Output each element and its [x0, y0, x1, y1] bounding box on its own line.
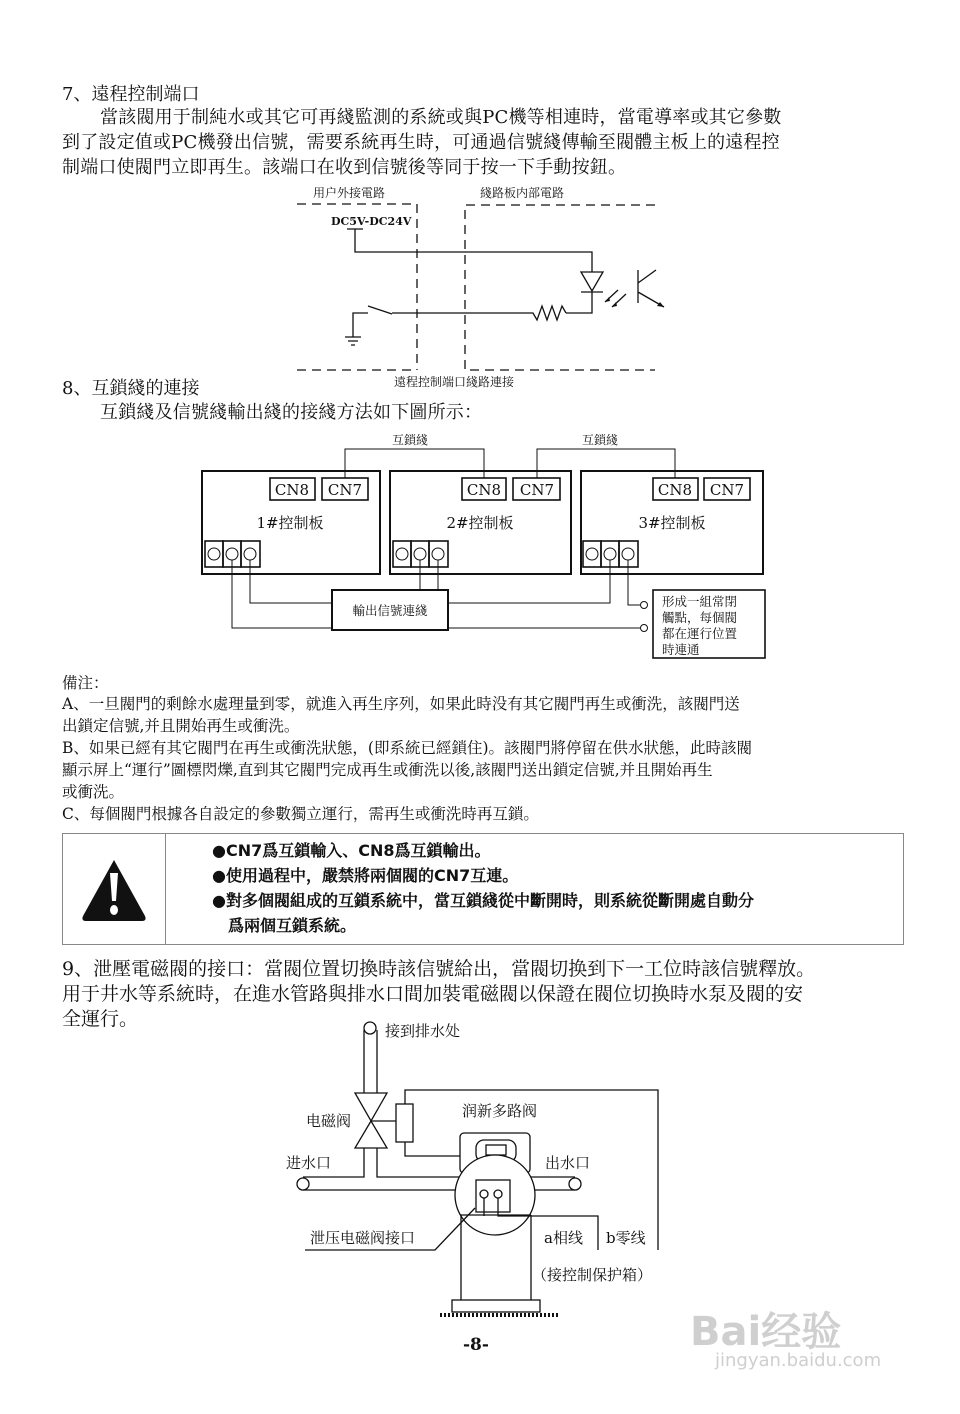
note-line: 出鎖定信號,并且開始再生或衝洗。: [62, 717, 300, 735]
cn8-label: CN8: [657, 481, 693, 499]
section-8-title: 8、互鎖綫的連接: [62, 378, 200, 399]
switch-ground-icon: [345, 306, 392, 345]
board-label: 2#控制板: [446, 514, 514, 532]
warning-line: 爲兩個互鎖系統。: [228, 916, 357, 935]
neutral-wire-label: b零线: [606, 1229, 646, 1247]
control-box-label: （接控制保护箱）: [532, 1266, 653, 1284]
board-label: 3#控制板: [638, 514, 706, 532]
board-label: 1#控制板: [256, 514, 324, 532]
interlock-wire-label: 互鎖綫: [392, 433, 429, 447]
led-diode-icon: [581, 272, 603, 291]
phase-wire-label: a相线: [544, 1229, 583, 1247]
remote-port-circuit: [297, 185, 664, 389]
cn7-label: CN7: [709, 481, 745, 499]
section-9-text-line: 全運行。: [62, 1008, 139, 1030]
signal-wire-label: 輸出信號連綫: [352, 603, 428, 618]
note-line: C、每個閥門根據各自設定的參數獨立運行，需再生或衝洗時再互鎖。: [62, 805, 539, 823]
board-circuit-label: 綫路板内部電路: [480, 186, 565, 200]
outlet-label: 出水口: [545, 1154, 591, 1172]
solenoid-valve-diagram: [286, 1022, 658, 1315]
interface-label: 泄压电磁阀接口: [310, 1229, 416, 1247]
section-7-text-line: 當該閥用于制純水或其它可再綫監測的系統或與PC機等相連時，當電導率或其它參數: [100, 107, 782, 128]
phototransistor-icon: [638, 270, 664, 307]
interlock-diagram: [202, 432, 765, 658]
cn8-label: CN8: [466, 481, 502, 499]
drain-label: 接到排水处: [385, 1022, 461, 1040]
interlock-wire-label: 互鎖綫: [582, 433, 619, 447]
voltage-label: DC5V-DC24V: [331, 215, 412, 228]
note-line: B、如果已經有其它閥門在再生或衝洗狀態，(即系統已經鎖住)。該閥門將停留在供水狀態，此時該閥: [62, 739, 752, 757]
notes-title: 備注：: [62, 674, 109, 692]
watermark-logo: Bai经验: [690, 1309, 842, 1355]
section-7-text-line: 制端口使閥門立即再生。該端口在收到信號後等同于按一下手動按鈕。: [62, 157, 627, 178]
inlet-label: 进水口: [286, 1154, 332, 1172]
section-9-text-line: 9、泄壓電磁閥的接口：當閥位置切換時該信號給出，當閥切换到下一工位時該信號釋放。: [62, 958, 816, 980]
circuit-caption: 遠程控制端口綫路連接: [394, 375, 515, 389]
section-7-title: 7、遠程控制端口: [62, 84, 200, 105]
section-7-text-line: 到了設定值或PC機發出信號，需要系統再生時，可通過信號綫傳輸至閥體主板上的遠程控: [62, 132, 780, 153]
note-line: A、一旦閥門的剩餘水處理量到零，就進入再生序列，如果此時没有其它閥門再生或衝洗，該閥門送: [62, 695, 740, 713]
warning-line: ●使用過程中，嚴禁將兩個閥的CN7互連。: [212, 866, 519, 885]
note-box-line: 觸點，每個閥: [662, 610, 738, 625]
note-box-line: 形成一組常閉: [662, 594, 738, 609]
note-line: 或衝洗。: [62, 783, 125, 801]
cn7-label: CN7: [327, 481, 363, 499]
section-8-intro: 互鎖綫及信號綫輸出綫的接綫方法如下圖所示：: [100, 402, 483, 423]
page-number: -8-: [463, 1335, 489, 1355]
valve-label: 润新多路阀: [462, 1102, 538, 1120]
warning-line: ●對多個閥組成的互鎖系統中，當互鎖綫從中斷開時，則系統從斷開處自動分: [212, 891, 754, 910]
watermark-url: jingyan.baidu.com: [715, 1350, 882, 1371]
cn8-label: CN8: [274, 481, 310, 499]
note-box-line: 都在運行位置: [662, 626, 738, 641]
cn7-label: CN7: [519, 481, 555, 499]
user-circuit-label: 用户外接電路: [313, 186, 386, 200]
note-line: 顯示屏上“運行”圖標閃爍,直到其它閥門完成再生或衝洗以後,該閥門送出鎖定信號,并且開始再生: [62, 761, 713, 779]
terminal-blocks: [205, 541, 638, 567]
warning-line: ●CN7爲互鎖輸入、CN8爲互鎖輸出。: [212, 841, 491, 860]
section-9-text-line: 用于井水等系統時，在進水管路與排水口間加裝電磁閥以保證在閥位切换時水泵及閥的安: [62, 983, 804, 1005]
note-box-line: 時連通: [662, 642, 700, 657]
resistor-icon: [392, 306, 566, 320]
solenoid-label: 电磁阀: [306, 1112, 352, 1130]
